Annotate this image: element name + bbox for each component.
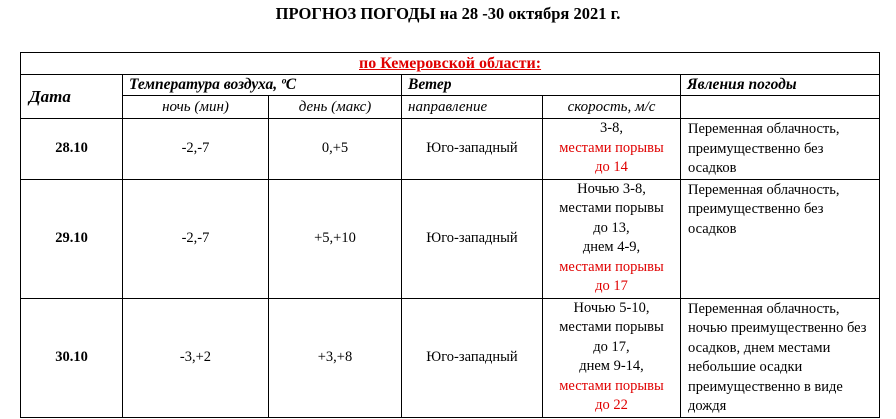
page-title: ПРОГНОЗ ПОГОДЫ на 28 -30 октября 2021 г. bbox=[275, 4, 621, 23]
header-direction: направление bbox=[402, 96, 543, 119]
wind-speed-line: до 22 bbox=[595, 397, 628, 413]
header-speed: скорость, м/с bbox=[543, 96, 681, 119]
date-cell: 28.10 bbox=[21, 119, 123, 180]
wind-speed-line: местами порывы bbox=[559, 258, 664, 275]
forecast-rows bbox=[21, 119, 880, 418]
wind-speed-line: Ночью 3-8, bbox=[577, 180, 646, 197]
night-temp-cell: -2,-7 bbox=[123, 119, 269, 180]
day-temp-cell: +3,+8 bbox=[269, 298, 402, 417]
wind-speed-line: до 14 bbox=[595, 159, 628, 175]
wind-speed-line: местами порывы bbox=[559, 319, 664, 335]
weather-phenomena-cell: Переменная облачность, ночью преимущественно без осадков, днем местами небольшие осадки преимущественно в виде дождя bbox=[681, 298, 880, 417]
region-row bbox=[21, 53, 880, 75]
wind-speed-cell bbox=[543, 119, 681, 180]
date-cell: 29.10 bbox=[21, 179, 123, 298]
wind-direction-cell: Юго-западный bbox=[402, 298, 543, 417]
wind-speed-line: 3-8, bbox=[600, 120, 623, 136]
wind-speed-line: местами порывы bbox=[559, 377, 664, 394]
wind-speed-line: местами порывы bbox=[559, 200, 664, 216]
header-date: Дата bbox=[21, 75, 123, 119]
day-temp-cell: +5,+10 bbox=[269, 179, 402, 298]
day-temp-cell: 0,+5 bbox=[269, 119, 402, 180]
header-temperature: Температура воздуха, ºС bbox=[123, 75, 402, 96]
header-phenomena: Явления погоды bbox=[681, 75, 880, 96]
region-heading: по Кемеровской области: bbox=[21, 53, 880, 75]
wind-direction-cell: Юго-западный bbox=[402, 179, 543, 298]
wind-speed-line: до 17, bbox=[593, 338, 630, 355]
wind-direction-cell: Юго-западный bbox=[402, 119, 543, 180]
table-row bbox=[21, 179, 880, 298]
table-row bbox=[21, 298, 880, 417]
wind-speed-line: днем 4-9, bbox=[582, 239, 641, 255]
wind-speed-cell bbox=[543, 298, 681, 417]
wind-speed-line: до 17 bbox=[595, 278, 628, 294]
wind-speed-line: Ночью 5-10, bbox=[573, 299, 650, 316]
weather-phenomena-cell: Переменная облачность, преимущественно без осадков bbox=[681, 119, 880, 180]
header-night: ночь (мин) bbox=[123, 96, 269, 119]
header-row-main bbox=[21, 75, 880, 96]
weather-phenomena-cell: Переменная облачность, преимущественно без осадков bbox=[681, 179, 880, 298]
forecast-table bbox=[20, 52, 880, 418]
header-row-sub bbox=[21, 96, 880, 119]
wind-speed-line: до 13, bbox=[593, 219, 630, 236]
wind-speed-cell bbox=[543, 179, 681, 298]
header-day: день (макс) bbox=[269, 96, 402, 119]
night-temp-cell: -2,-7 bbox=[123, 179, 269, 298]
date-cell: 30.10 bbox=[21, 298, 123, 417]
header-phenomena-blank bbox=[681, 96, 880, 119]
table-row bbox=[21, 119, 880, 180]
header-wind: Ветер bbox=[402, 75, 681, 96]
night-temp-cell: -3,+2 bbox=[123, 298, 269, 417]
wind-speed-line: местами порывы bbox=[559, 139, 664, 156]
wind-speed-line: днем 9-14, bbox=[579, 358, 644, 374]
